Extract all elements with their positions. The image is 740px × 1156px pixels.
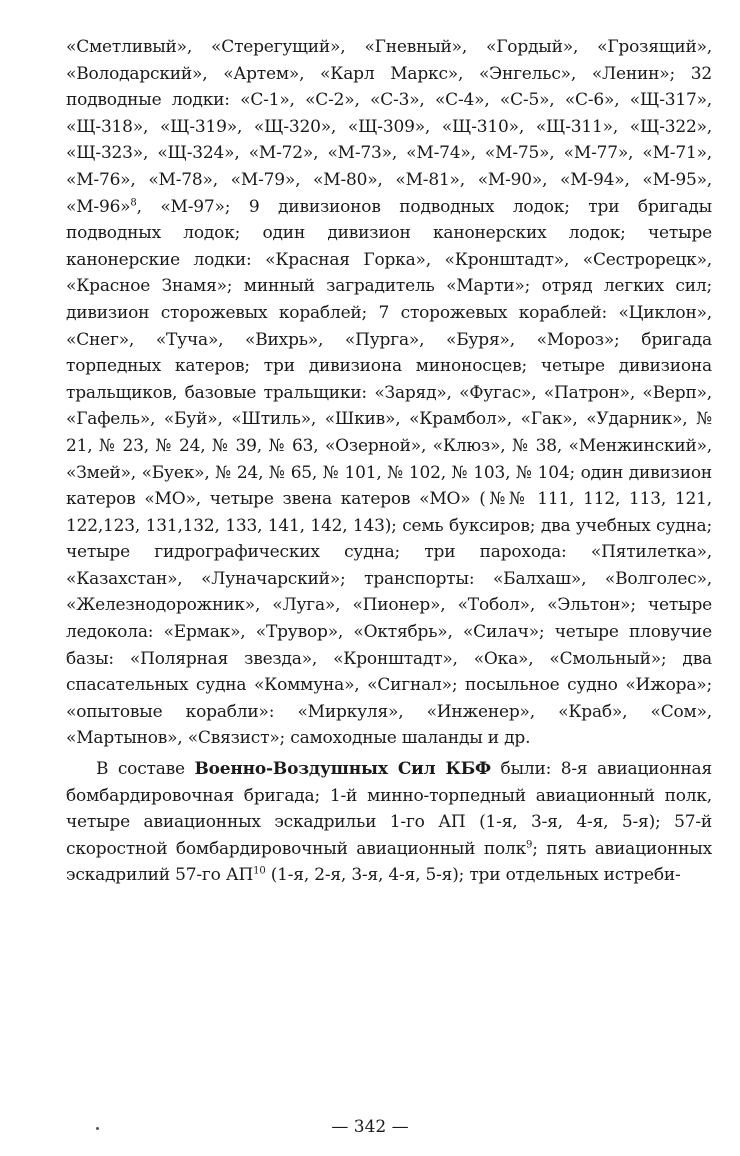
footnote-ref: 10 [253, 865, 266, 877]
paragraph-lead: В составе [96, 759, 195, 780]
footnote-ref: 9 [526, 839, 533, 851]
page-body [66, 34, 712, 889]
paragraph-text: ; пять авиационных эскадрилий 57-го АП [66, 838, 712, 886]
footnote-ref: 8 [130, 196, 137, 208]
paragraph-ship-list [66, 34, 712, 752]
paragraph-text: (1-я, 2-я, 3-я, 4-я, 5-я); три отдельных истреби- [265, 865, 681, 886]
paragraph-air-force [66, 756, 712, 889]
paragraph-text-continued: , «М-97»; 9 дивизионов подводных лодок; три бригады подводных лодок; один дивизион канонерских лодок; четыре канонерские лодки: «Красная Горка», «Кронштадт», «Сестрорецк», «Красное Знамя»; минный заградитель «Марти»; отряд легких сил; дивизион сторожевых кораблей; 7 сторожевых кораблей: «Циклон», «Снег», «Туча», «Вихрь», «Пурга», «Буря», «Мороз»; бригада торпедных катеров; три дивизиона миноносцев; четыре дивизиона тральщиков, базовые тральщики: «Заряд», «Фугас», «Патрон», «Верп», «Гафель», «Буй», «Штиль», «Шкив», «Крамбол», «Гак», «Ударник», № 21, № 23, № 24, № 39, № 63, «Озерной», «Клюз», № 38, «Менжинский», «Змей», «Буек», № 24, № 65, № 101, № 102, № 103, № 104; один дивизион катеров «МО», четыре звена катеров «МО» (№№ 111, 112, 113, 121, 122,123, 131,132, 133, 141, 142, 143); семь буксиров; два учебных судна; четыре гидрографических судна; три парохода: «Пятилетка», «Казахстан», «Луначарский»; транспорты: «Балхаш», «Волголес», «Железнодорожник», «Луга», «Пионер», «Тобол», «Эльтон»; четыре ледокола: «Ермак», «Трувор», «Октябрь», «Силач»; четыре пловучие базы: «Полярная звезда», «Кронштадт», «Ока», «Смольный»; два спасательных судна «Коммуна», «Сигнал»; посыльное судно «Ижора»; «опытовые корабли»: «Миркуля», «Инженер», «Краб», «Сом», «Мартынов», «Связист»; самоходные шаланды и др. [66, 196, 712, 749]
paragraph-text: «Сметливый», «Стерегущий», «Гневный», «Гордый», «Грозящий», «Володарский», «Артем», «Карл Маркс», «Энгельс», «Ленин»; 32 подводные лодки: «С-1», «С-2», «С-3», «С-4», «С-5», «С-6», «Щ-317», «Щ-318», «Щ-319», «Щ-320», «Щ-309», «Щ-310», «Щ-311», «Щ-322», «Щ-323», «Щ-324», «М-72», «М-73», «М-74», «М-75», «М-77», «М-71», «М-76», «М-78», «М-79», «М-80», «М-81», «М-90», «М-94», «М-95», «М-96» [66, 37, 712, 217]
page-number: — 342 — [331, 1117, 409, 1137]
paragraph-text: были: 8-я авиационная бомбардировочная бригада; 1-й минно-торпедный авиационный полк, четыре авиационных эскадрильи 1-го АП (1-я, 3-я, 4-я, 5-я); 57-й скоростной бомбардировочный авиационный полк [66, 759, 712, 859]
bold-heading: Военно-Воздушных Сил КБФ [194, 759, 491, 780]
